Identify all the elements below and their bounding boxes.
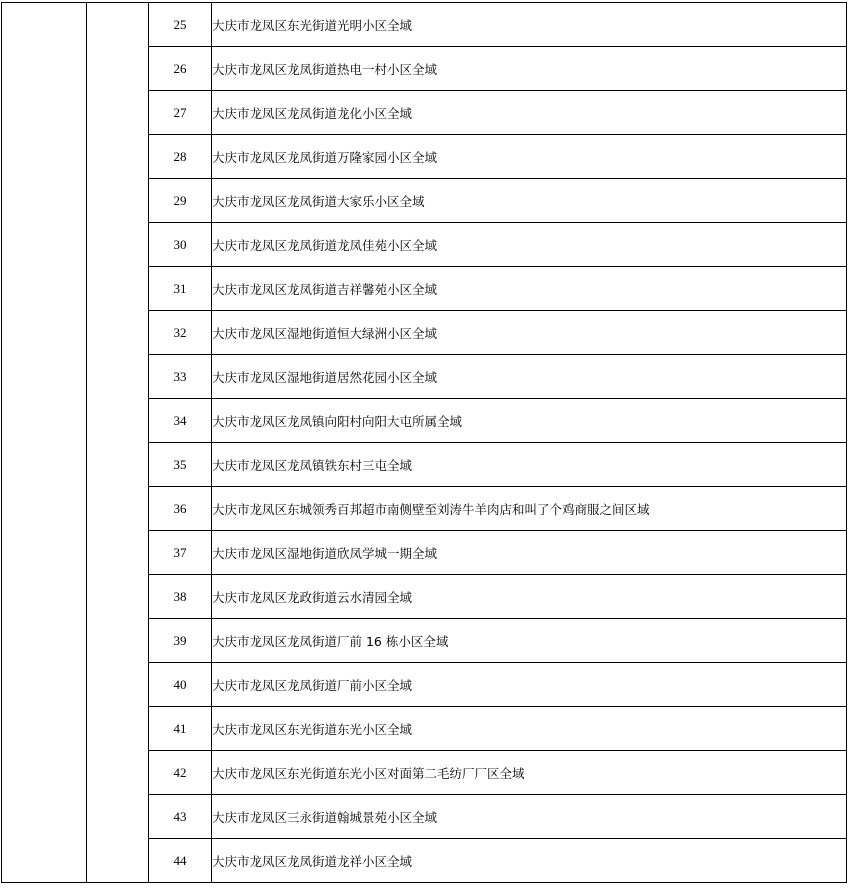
row-number: 40 (149, 663, 212, 707)
area-description: 大庆市龙凤区龙凤镇向阳村向阳大屯所属全域 (212, 399, 847, 443)
area-description: 大庆市龙凤区湿地街道欣凤学城一期全域 (212, 531, 847, 575)
area-description: 大庆市龙凤区龙凤街道厂前小区全域 (212, 663, 847, 707)
row-number: 30 (149, 223, 212, 267)
row-number: 38 (149, 575, 212, 619)
row-number: 34 (149, 399, 212, 443)
area-description: 大庆市龙凤区东光街道东光小区全域 (212, 707, 847, 751)
area-description: 大庆市龙凤区东城领秀百邦超市南侧壁至刘涛牛羊肉店和叫了个鸡商服之间区域 (212, 487, 847, 531)
row-number: 28 (149, 135, 212, 179)
row-number: 32 (149, 311, 212, 355)
row-number: 27 (149, 91, 212, 135)
table-row (2, 3, 847, 47)
row-number: 41 (149, 707, 212, 751)
area-description: 大庆市龙凤区东光街道东光小区对面第二毛纺厂厂区全域 (212, 751, 847, 795)
row-number: 29 (149, 179, 212, 223)
row-number: 31 (149, 267, 212, 311)
table-body (2, 3, 847, 883)
area-description: 大庆市龙凤区龙凤街道龙凤佳苑小区全域 (212, 223, 847, 267)
row-number: 26 (149, 47, 212, 91)
area-description: 大庆市龙凤区龙凤街道龙祥小区全域 (212, 839, 847, 883)
area-description: 大庆市龙凤区湿地街道居然花园小区全域 (212, 355, 847, 399)
area-description: 大庆市龙凤区龙凤街道热电一村小区全域 (212, 47, 847, 91)
area-description: 大庆市龙凤区东光街道光明小区全域 (212, 3, 847, 47)
area-description: 大庆市龙凤区湿地街道恒大绿洲小区全域 (212, 311, 847, 355)
area-description: 大庆市龙凤区龙凤街道厂前 16 栋小区全域 (212, 619, 847, 663)
area-table (1, 2, 847, 883)
row-number: 33 (149, 355, 212, 399)
merged-cell-middle (87, 3, 149, 883)
row-number: 35 (149, 443, 212, 487)
merged-cell-left (2, 3, 87, 883)
row-number: 36 (149, 487, 212, 531)
row-number: 25 (149, 3, 212, 47)
row-number: 39 (149, 619, 212, 663)
row-number: 43 (149, 795, 212, 839)
area-description: 大庆市龙凤区龙凤镇铁东村三屯全域 (212, 443, 847, 487)
area-description: 大庆市龙凤区龙凤街道吉祥馨苑小区全域 (212, 267, 847, 311)
area-description: 大庆市龙凤区龙政街道云水清园全域 (212, 575, 847, 619)
area-description: 大庆市龙凤区龙凤街道龙化小区全域 (212, 91, 847, 135)
row-number: 37 (149, 531, 212, 575)
row-number: 44 (149, 839, 212, 883)
area-description: 大庆市龙凤区三永街道翰城景苑小区全域 (212, 795, 847, 839)
area-description: 大庆市龙凤区龙凤街道万隆家园小区全域 (212, 135, 847, 179)
area-description: 大庆市龙凤区龙凤街道大家乐小区全域 (212, 179, 847, 223)
row-number: 42 (149, 751, 212, 795)
